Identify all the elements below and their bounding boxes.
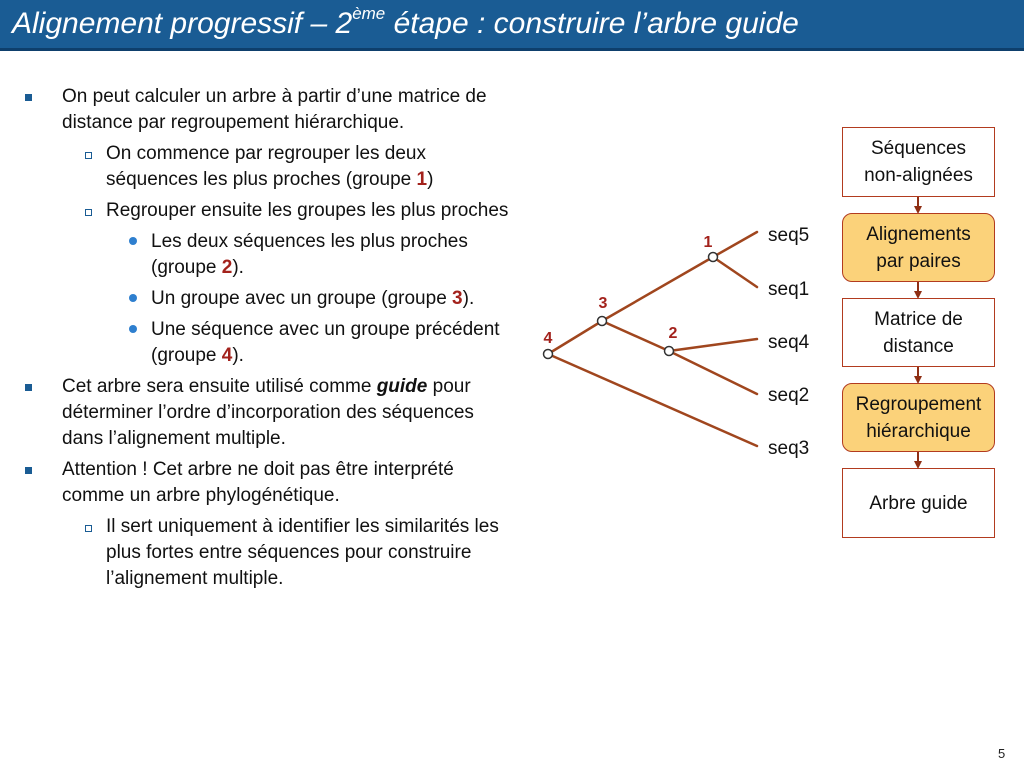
bullet-text: Attention ! Cet arbre ne doit pas être interprété comme un arbre phylogénétique. <box>62 459 454 506</box>
branch-node3-node1 <box>602 257 713 321</box>
leaf-label-seq3: seq3 <box>768 438 810 459</box>
flow-step-text: Matrice de <box>874 308 963 330</box>
bullet-text: ). <box>232 345 244 366</box>
flow-step-text: Arbre guide <box>869 492 968 514</box>
node-label-1: 1 <box>703 234 713 251</box>
slide-number: 5 <box>998 746 1006 761</box>
leaf-label-seq5: seq5 <box>768 225 810 246</box>
flow-step-guide-tree <box>842 468 995 538</box>
title-superscript: ème <box>352 4 386 23</box>
bullet-text: On commence par regrouper les deux séquences les plus proches (groupe <box>106 143 426 190</box>
hollow-square-bullet-icon <box>85 525 92 532</box>
bullet-text: Les deux séquences les plus proches (groupe <box>151 231 468 278</box>
group-number: 4 <box>221 345 233 366</box>
hollow-square-bullet-icon <box>85 209 92 216</box>
group-number: 2 <box>221 257 233 278</box>
tree-node-1 <box>709 253 718 262</box>
tree-node-4 <box>544 350 553 359</box>
bullet-text: Regrouper ensuite les groupes les plus proches <box>106 200 509 221</box>
slide-title <box>12 4 799 41</box>
tree-node-2 <box>665 347 674 356</box>
branch-node1-seq5 <box>713 232 757 257</box>
subbullet-similarity <box>22 514 512 592</box>
bullet-list <box>22 84 512 597</box>
node-label-4: 4 <box>543 330 553 347</box>
bullet-text: pour déterminer l’ordre d’incorporation des séquences dans l’alignement multiple. <box>62 376 474 449</box>
branch-node3-node2 <box>602 321 669 351</box>
title-bar <box>0 0 1024 51</box>
bullet-text: Une séquence avec un groupe précédent (groupe <box>151 319 500 366</box>
round-bullet-icon <box>129 237 137 245</box>
title-suffix: étape : construire l’arbre guide <box>385 7 799 40</box>
bullet-text: ). <box>462 288 475 309</box>
branch-node4-node3 <box>548 321 602 354</box>
node-label-2: 2 <box>668 325 678 342</box>
bullet-text: ). <box>232 257 244 278</box>
square-bullet-icon <box>25 467 32 474</box>
flow-step-pairwise-alignments <box>842 213 995 282</box>
leaf-label-seq4: seq4 <box>768 332 810 353</box>
subbullet-next-groups <box>22 198 512 224</box>
flow-step-text: non-alignées <box>864 165 973 186</box>
subsubbullet-group-with-group <box>22 286 512 312</box>
branch-node4-seq3 <box>548 354 757 446</box>
subsubbullet-two-sequences <box>22 229 512 281</box>
tree-node-3 <box>598 317 607 326</box>
branch-node2-seq2 <box>669 351 757 394</box>
flow-step-text: Séquences <box>870 138 967 159</box>
bullet-distance-tree <box>22 84 512 136</box>
flow-step-text: par paires <box>876 250 961 272</box>
group-number: 1 <box>416 169 428 190</box>
node-label-3: 3 <box>598 295 608 312</box>
group-number: 3 <box>452 288 463 309</box>
bullet-text: On peut calculer un arbre à partir d’une matrice de distance par regroupement hiérarchique. <box>62 86 487 133</box>
branch-node1-seq1 <box>713 257 757 287</box>
subbullet-first-group <box>22 141 512 193</box>
bullet-text: Un groupe avec un groupe (groupe <box>151 288 453 309</box>
hollow-square-bullet-icon <box>85 152 92 159</box>
flow-step-text: Regroupement <box>855 393 982 415</box>
leaf-label-seq1: seq1 <box>768 279 810 300</box>
branch-node2-seq4 <box>669 339 757 351</box>
subsubbullet-sequence-with-group <box>22 317 512 369</box>
bullet-text: Il sert uniquement à identifier les similarités les plus fortes entre séquences pour construire l’alignement multiple. <box>106 516 499 589</box>
square-bullet-icon <box>25 384 32 391</box>
bullet-text: Cet arbre sera ensuite utilisé comme <box>62 376 377 397</box>
flow-step-text: hiérarchique <box>866 420 971 442</box>
round-bullet-icon <box>129 325 137 333</box>
flow-step-hierarchical-clustering <box>842 383 995 452</box>
bullet-text: ) <box>427 169 434 190</box>
leaf-label-seq2: seq2 <box>768 385 810 406</box>
guide-emphasis: guide <box>376 376 428 397</box>
title-prefix: Alignement progressif – 2 <box>12 7 353 40</box>
flow-step-text: distance <box>883 335 954 357</box>
round-bullet-icon <box>129 294 137 302</box>
flow-step-text: Alignements <box>866 223 971 245</box>
flow-step-distance-matrix <box>842 298 995 367</box>
flow-step-unaligned-sequences <box>842 127 995 197</box>
bullet-warning <box>22 457 512 509</box>
square-bullet-icon <box>25 94 32 101</box>
bullet-guide-tree <box>22 374 512 452</box>
